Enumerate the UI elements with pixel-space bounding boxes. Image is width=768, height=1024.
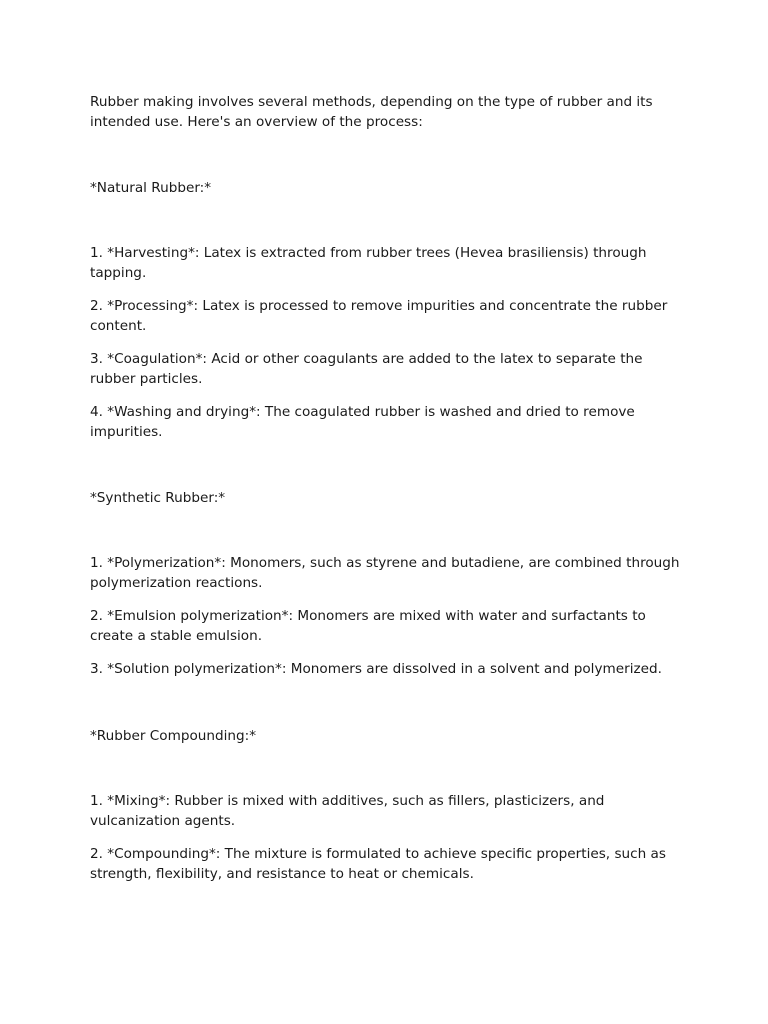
natural-item-processing: 2. *Processing*: Latex is processed to remove impurities and concentrate the rubber content.	[90, 298, 668, 334]
compounding-item-compounding: 2. *Compounding*: The mixture is formulated to achieve specific properties, such as strength, flexibility, and resistance to heat or chemicals.	[90, 846, 666, 882]
synthetic-item-solution: 3. *Solution polymerization*: Monomers are dissolved in a solvent and polymerized.	[90, 661, 662, 677]
natural-item-harvesting: 1. *Harvesting*: Latex is extracted from rubber trees (Hevea brasiliensis) through tapping.	[90, 245, 647, 281]
natural-item-washing-drying: 4. *Washing and drying*: The coagulated rubber is washed and dried to remove impurities.	[90, 404, 635, 440]
synthetic-item-emulsion: 2. *Emulsion polymerization*: Monomers are mixed with water and surfactants to create a stable emulsion.	[90, 608, 646, 644]
rubber-compounding-heading: *Rubber Compounding:*	[90, 728, 257, 744]
synthetic-rubber-heading: *Synthetic Rubber:*	[90, 490, 226, 506]
intro-paragraph: Rubber making involves several methods, depending on the type of rubber and its intended use. Here's an overview of the process:	[90, 94, 653, 130]
compounding-item-mixing: 1. *Mixing*: Rubber is mixed with additives, such as fillers, plasticizers, and vulcanization agents.	[90, 793, 605, 829]
natural-rubber-heading: *Natural Rubber:*	[90, 180, 212, 196]
synthetic-item-polymerization: 1. *Polymerization*: Monomers, such as styrene and butadiene, are combined through polymerization reactions.	[90, 555, 680, 591]
natural-item-coagulation: 3. *Coagulation*: Acid or other coagulants are added to the latex to separate the rubber particles.	[90, 351, 643, 387]
